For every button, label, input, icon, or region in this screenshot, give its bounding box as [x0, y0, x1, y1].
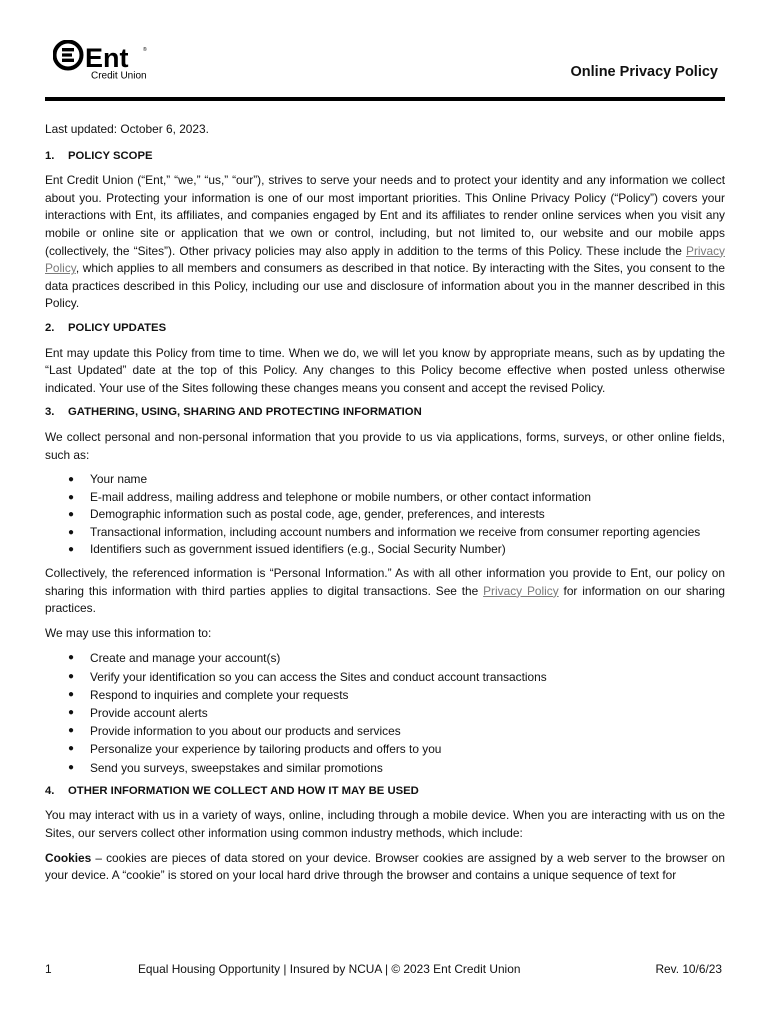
bullet-dot-icon: ● [68, 526, 75, 538]
section-number: 3. [45, 406, 55, 419]
bullet-dot-icon: ● [68, 544, 75, 556]
section-heading-policy-scope [45, 148, 725, 166]
revision-date: Rev. 10/6/23 [655, 962, 722, 976]
list-item: ● Your name [45, 471, 725, 489]
list-item: ● Send you surveys, sweepstakes and similar promotions [45, 759, 725, 777]
policy-scope-text-b: , which applies to all members and consumers as described in that notice. By interacting with the Sites, you consent to the data practices described in this Policy, including our use and disclosure of information about you in the manner described in this Policy. [45, 261, 725, 311]
logo-subtitle: Credit Union [91, 70, 147, 82]
logo-word: Ent [85, 43, 129, 73]
cookies-text: – cookies are pieces of data stored on your device. Browser cookies are assigned by a web server to the browser on your device. A “cookie” is stored on your local hard drive through the browser and contains a unique sequence of text for [45, 850, 725, 883]
bullet-dot-icon: ● [68, 743, 75, 755]
list-item: ● E-mail address, mailing address and telephone or mobile numbers, or other contact information [45, 489, 725, 507]
bullet-dot-icon: ● [68, 761, 75, 773]
section-number: 4. [45, 784, 55, 797]
list-item: ● Create and manage your account(s) [45, 649, 725, 667]
privacy-policy-link[interactable]: Privacy Policy [483, 583, 559, 598]
bullet-dot-icon: ● [68, 652, 75, 664]
list-item: ● Provide information to you about our products and services [45, 722, 725, 740]
policy-updates-paragraph: Ent may update this Policy from time to time. When we do, we will let you know by appropriate means, such as by updating the “Last Updated” date at the top of this Policy. Any changes to this Policy become effective when posted unless otherwise indicated. Your use of the Sites following these changes means you consent and accept the revised Policy. [45, 345, 725, 395]
list-item: ● Demographic information such as postal code, age, gender, preferences, and interests [45, 506, 725, 524]
section-title: POLICY UPDATES [68, 321, 167, 334]
policy-scope-text-a: Ent Credit Union (“Ent,” “we,” “us,” “our”), strives to serve your needs and to protect your identity and any information we collect about you. Protecting your information is one of our most important priorities. This Online Privacy Policy (“Policy”) covers your interactions with Ent, its affiliates, and companies engaged by Ent and its affiliates to render online services when you visit any mobile or online site or application that we own or control, including, but not limited to, our website and our mobile apps (collectively, the “Sites”). Other privacy policies may also apply in addition to the terms of this Policy. These include the [45, 173, 725, 258]
ent-logo-icon [53, 40, 163, 82]
page-title: Online Privacy Policy [570, 64, 718, 80]
page-footer [45, 962, 725, 980]
section-title: POLICY SCOPE [68, 149, 153, 162]
bullet-dot-icon: ● [68, 725, 75, 737]
list-item: ● Verify your identification so you can access the Sites and conduct account transactions [45, 668, 725, 686]
footer-disclosure: Equal Housing Opportunity | Insured by NCUA | © 2023 Ent Credit Union [138, 962, 521, 976]
list-item: ● Identifiers such as government issued identifiers (e.g., Social Security Number) [45, 541, 725, 559]
ent-logo [53, 40, 163, 82]
bullet-dot-icon: ● [68, 509, 75, 521]
bullet-dot-icon: ● [68, 670, 75, 682]
page-number: 1 [45, 962, 52, 976]
gathering-intro: We collect personal and non-personal information that you provide to us via applications, forms, surveys, or other online fields, such as: [45, 429, 725, 462]
header-divider [45, 97, 725, 101]
list-item: ● Respond to inquiries and complete your requests [45, 686, 725, 704]
section-title: OTHER INFORMATION WE COLLECT AND HOW IT MAY BE USED [68, 784, 419, 797]
section-number: 2. [45, 321, 55, 334]
bullet-dot-icon: ● [68, 491, 75, 503]
logo-registered-mark: ® [143, 47, 147, 53]
last-updated: Last updated: October 6, 2023. [45, 122, 209, 136]
policy-body [45, 121, 725, 892]
section-heading-gathering [45, 404, 725, 422]
list-item: ● Provide account alerts [45, 704, 725, 722]
cookies-label: Cookies [45, 850, 92, 865]
collective-paragraph: Collectively, the referenced information is “Personal Information.” As with all other information you provide to Ent, our policy on sharing this information with third parties applies to digital transactions. See the Privacy Policy for information on our sharing practices. [45, 566, 725, 616]
bullet-dot-icon: ● [68, 474, 75, 486]
section-number: 1. [45, 149, 55, 162]
bullet-dot-icon: ● [68, 688, 75, 700]
section-title: GATHERING, USING, SHARING AND PROTECTING INFORMATION [68, 406, 422, 419]
cookies-paragraph [45, 850, 725, 885]
bullet-dot-icon: ● [68, 707, 75, 719]
collected-info-list [45, 471, 725, 559]
section-heading-policy-updates [45, 320, 725, 338]
other-info-paragraph: You may interact with us in a variety of ways, online, including through a mobile device. When you are interacting with us on the Sites, our servers collect other information using common industry methods, which include: [45, 808, 725, 841]
privacy-policy-link[interactable]: Privacy Policy [45, 243, 725, 276]
section-heading-other-information [45, 783, 725, 801]
use-intro: We may use this information to: [45, 625, 212, 640]
list-item: ● Transactional information, including account numbers and information we receive from consumer reporting agencies [45, 524, 725, 542]
use-list [45, 649, 725, 776]
policy-scope-paragraph [45, 172, 725, 313]
list-item: ● Personalize your experience by tailoring products and offers to you [45, 740, 725, 758]
